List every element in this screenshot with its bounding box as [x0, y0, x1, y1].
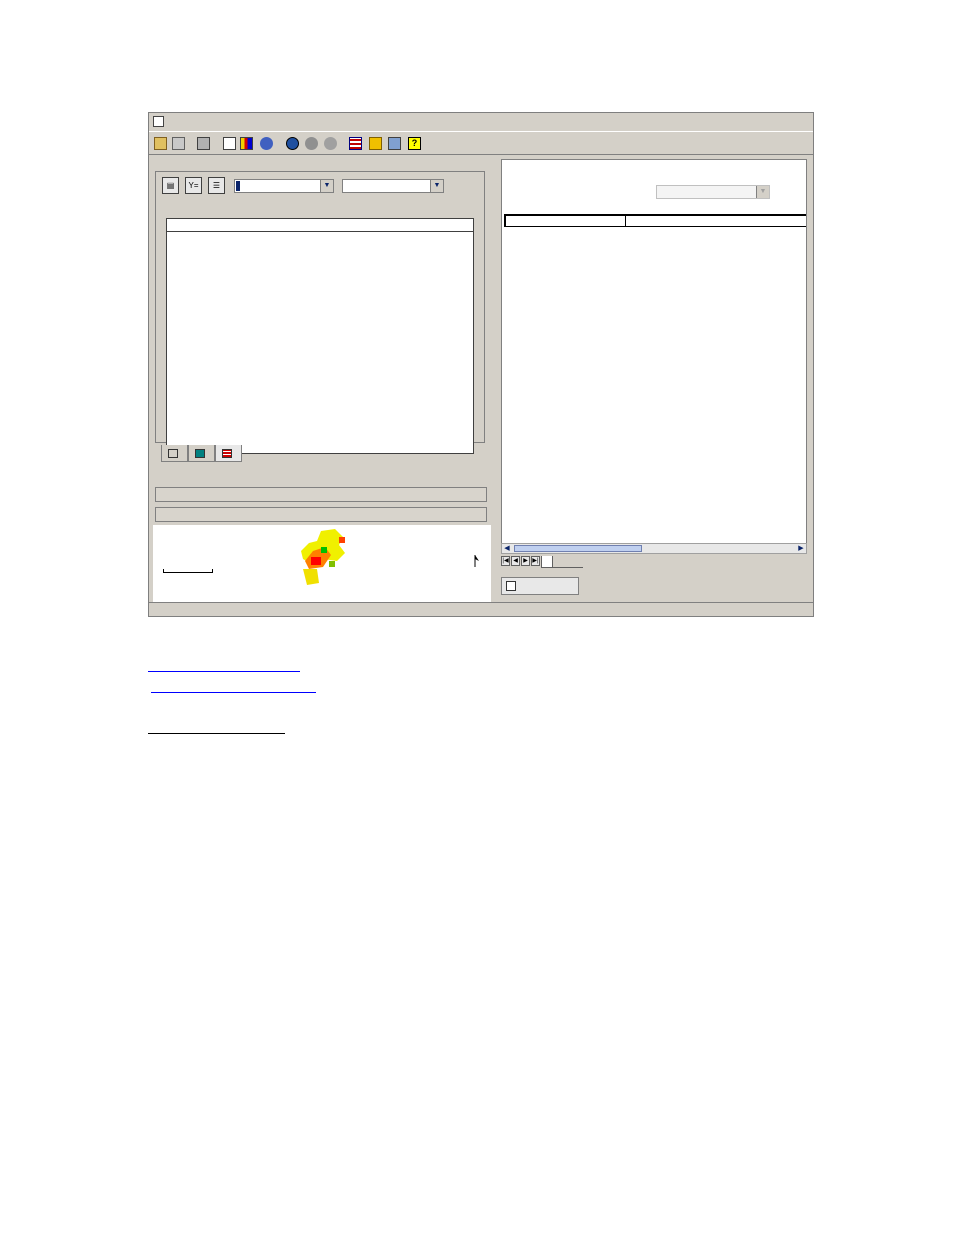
sheet-tab-associated[interactable]	[563, 556, 573, 568]
last-sheet-icon[interactable]: ▶|	[532, 558, 539, 564]
application-window	[148, 112, 814, 617]
hyperlink-underline[interactable]	[148, 671, 300, 672]
next-sheet-icon[interactable]: ▶	[521, 556, 530, 566]
globe-icon[interactable]	[260, 137, 273, 150]
summary-panel	[501, 159, 807, 551]
add-to-current-map-button[interactable]	[155, 507, 487, 522]
date-select[interactable]	[342, 179, 444, 193]
view-select-value	[236, 181, 240, 191]
flag-icon[interactable]	[349, 137, 362, 150]
zoom-out-icon[interactable]	[324, 137, 337, 150]
app-icon[interactable]	[153, 116, 164, 127]
day-of-week-header	[167, 219, 473, 232]
window-controls	[770, 115, 809, 126]
new-document-icon[interactable]	[223, 137, 236, 150]
hyperlink-underline[interactable]	[151, 692, 316, 693]
minimize-icon[interactable]	[770, 115, 781, 126]
month-grid	[166, 218, 474, 454]
tab-main[interactable]	[161, 445, 188, 462]
open-folder-icon[interactable]	[154, 137, 167, 150]
rule-line	[148, 733, 285, 734]
export-icon[interactable]	[388, 137, 401, 150]
calendar-tree-icon[interactable]: ☰	[208, 177, 225, 194]
view-select[interactable]	[234, 179, 334, 193]
chevron-down-icon[interactable]: ▼	[756, 186, 769, 198]
scale-bar	[163, 569, 213, 573]
left-tab-strip	[161, 445, 242, 463]
tab-monitor[interactable]	[188, 445, 215, 462]
calendar-icon	[222, 449, 232, 458]
sheet-tab-properties[interactable]	[553, 556, 563, 568]
event-name-row	[504, 214, 807, 227]
create-new-map-button[interactable]	[155, 487, 487, 502]
calendar-print-icon[interactable]: ▤	[162, 177, 179, 194]
tree-icon	[168, 449, 178, 458]
bar-chart-icon[interactable]	[240, 137, 253, 150]
sheet-tab-financial[interactable]	[573, 556, 583, 568]
calendar-panel	[155, 171, 485, 443]
right-pane	[497, 157, 813, 603]
monitor-icon	[195, 449, 205, 458]
menu-bar	[149, 113, 813, 130]
field-map-graphic	[153, 525, 491, 603]
event-name-label	[506, 216, 626, 226]
toolbar	[149, 131, 813, 155]
left-pane	[151, 157, 491, 605]
restore-icon[interactable]	[784, 115, 795, 126]
summary-type-select[interactable]	[656, 185, 770, 199]
event-name-value	[626, 216, 628, 226]
reports-icon[interactable]	[369, 137, 382, 150]
map-preview[interactable]	[153, 525, 491, 603]
help-icon[interactable]: ?	[408, 137, 421, 150]
close-icon[interactable]	[798, 115, 809, 126]
scroll-left-icon[interactable]: ◀	[504, 545, 510, 552]
sheet-tab-general[interactable]	[541, 556, 553, 568]
tab-summary[interactable]	[501, 577, 579, 595]
prev-sheet-icon[interactable]: ◀	[511, 556, 520, 566]
calendar-filter-icon[interactable]: Y=	[185, 177, 202, 194]
layers-icon[interactable]	[286, 137, 299, 150]
horizontal-scrollbar[interactable]	[501, 543, 807, 554]
first-sheet-icon[interactable]: |◀	[502, 558, 509, 564]
sheet-tab-strip	[501, 556, 807, 568]
zoom-in-icon[interactable]	[305, 137, 318, 150]
attach-icon[interactable]	[172, 137, 185, 150]
document-icon	[506, 581, 516, 591]
tab-calendar[interactable]	[215, 445, 242, 462]
print-icon[interactable]	[197, 137, 210, 150]
scroll-right-icon[interactable]: ▶	[798, 545, 804, 552]
chevron-down-icon[interactable]: ▼	[320, 180, 333, 192]
chevron-down-icon[interactable]: ▼	[430, 180, 443, 192]
scroll-thumb[interactable]	[514, 545, 642, 552]
status-bar	[149, 602, 813, 616]
